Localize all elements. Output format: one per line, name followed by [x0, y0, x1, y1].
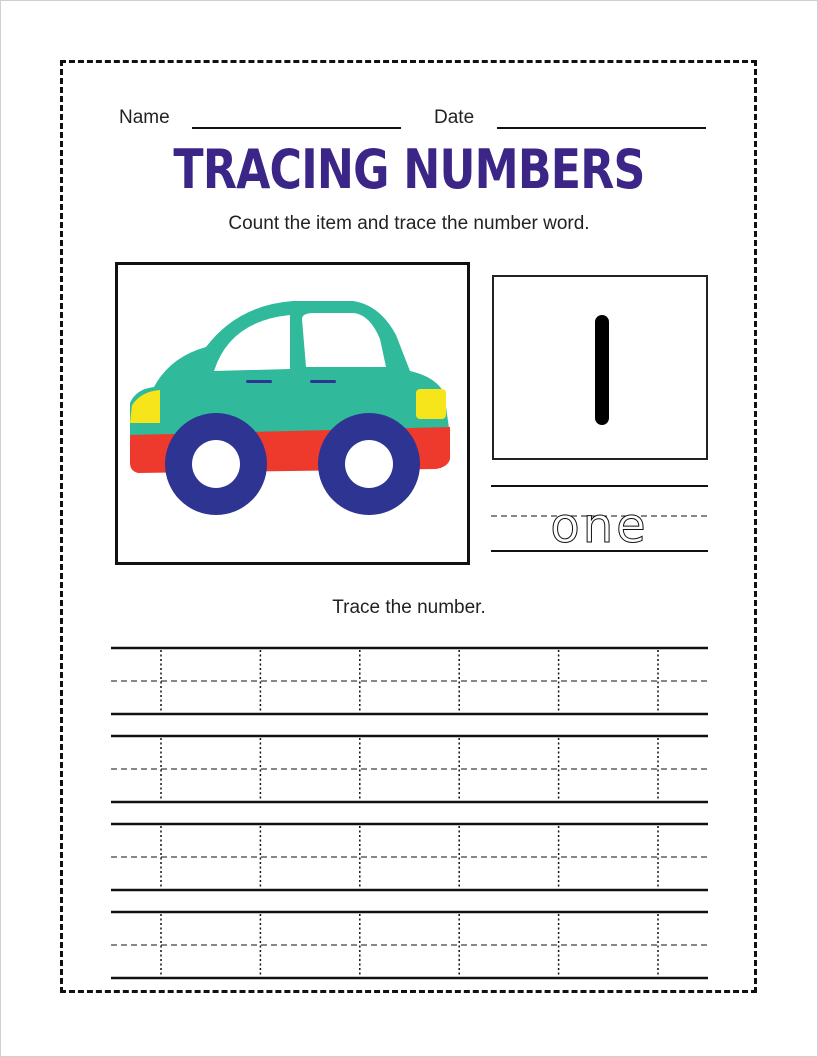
car-tail-light [130, 390, 160, 423]
car-door-handle [246, 380, 272, 383]
number-word-trace[interactable] [491, 483, 708, 555]
numeral-one [595, 315, 609, 425]
count-instruction: Count the item and trace the number word. [228, 213, 590, 234]
name-label: Name [119, 107, 170, 128]
name-field[interactable] [192, 127, 401, 129]
car-door-handle [310, 380, 336, 383]
picture-box [115, 262, 470, 565]
date-label: Date [434, 107, 475, 128]
number-word: one [550, 498, 649, 554]
car-hubcap [345, 440, 393, 488]
tracing-practice-grid[interactable] [111, 640, 710, 980]
trace-instruction: Trace the number. [332, 597, 486, 618]
car-icon [118, 265, 467, 562]
car-hubcap [192, 440, 240, 488]
date-field[interactable] [497, 127, 706, 129]
numeral-box [492, 275, 708, 460]
page-title: TRACING NUMBERS [173, 138, 645, 201]
car-head-light [416, 389, 446, 419]
